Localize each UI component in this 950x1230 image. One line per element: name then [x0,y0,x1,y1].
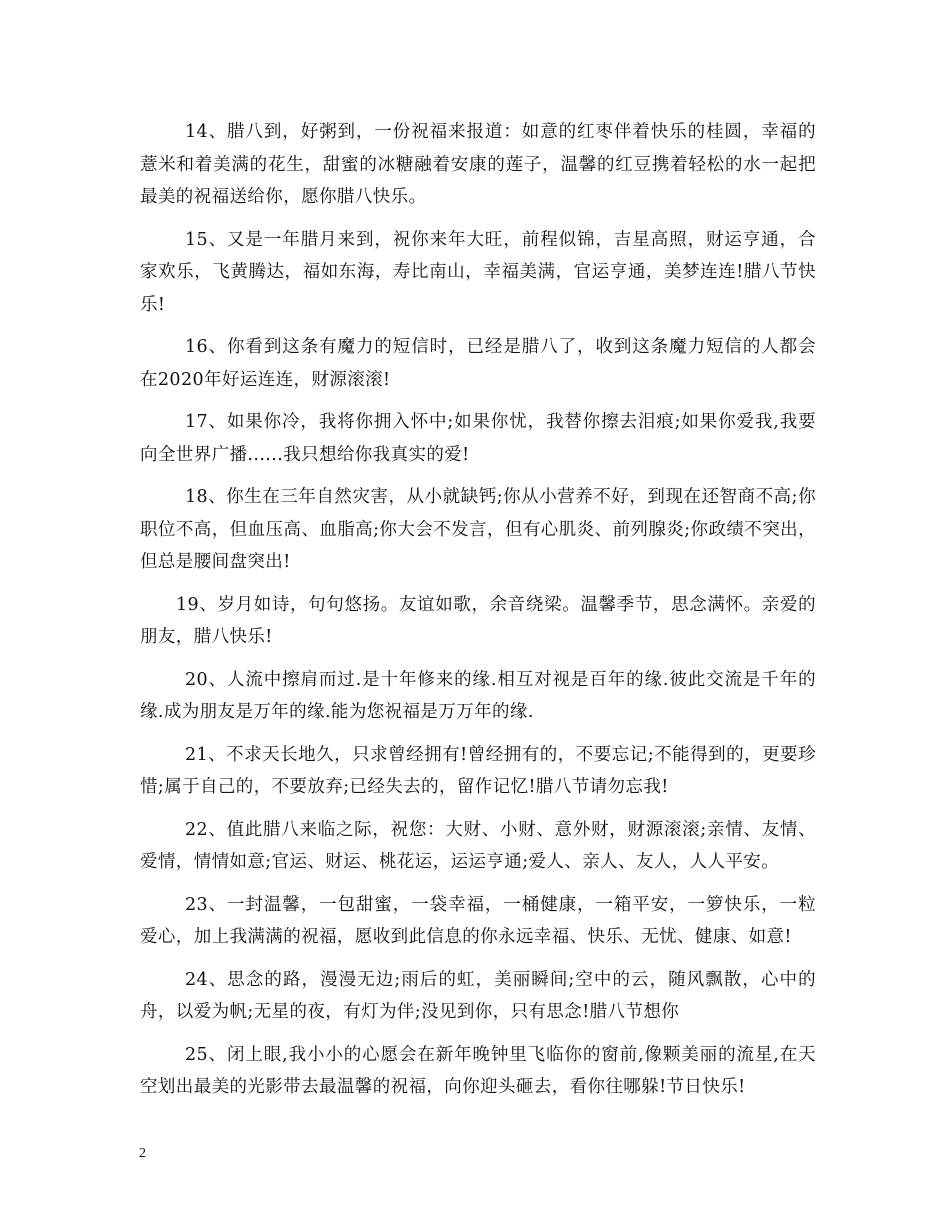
paragraph-24: 24、思念的路，漫漫无边;雨后的虹，美丽瞬间;空中的云，随风飘散，心中的舟，以爱为帆;无星的夜，有灯为伴;没见到你，只有思念!腊八节想你 [140,969,816,1022]
paragraph-14: 14、腊八到，好粥到，一份祝福来报道：如意的红枣伴着快乐的桂圆，幸福的薏米和着美满的花生，甜蜜的冰糖融着安康的莲子，温馨的红豆携着轻松的水一起把最美的祝福送给你，愿你腊八快乐。 [140,122,816,207]
paragraph-21: 21、不求天长地久，只求曾经拥有!曾经拥有的，不要忘记;不能得到的，更要珍惜;属于自己的，不要放弃;已经失去的，留作记忆!腊八节请勿忘我! [140,744,816,797]
document-body [140,116,816,1114]
page-number: 2 [139,1146,146,1161]
paragraph-20: 20、人流中擦肩而过.是十年修来的缘.相互对视是百年的缘.彼此交流是千年的缘.成为朋友是万年的缘.能为您祝福是万万年的缘. [140,669,816,722]
paragraph-25: 25、闭上眼,我小小的心愿会在新年晚钟里飞临你的窗前,像颗美丽的流星,在天空划出最美的光影带去最温馨的祝福，向你迎头砸去，看你往哪躲!节日快乐! [140,1044,816,1097]
paragraph-18: 18、你生在三年自然灾害，从小就缺钙;你从小营养不好，到现在还智商不高;你职位不高，但血压高、血脂高;你大会不发言，但有心肌炎、前列腺炎;你政绩不突出，但总是腰间盘突出! [140,487,816,572]
paragraph-16: 16、你看到这条有魔力的短信时，已经是腊八了，收到这条魔力短信的人都会在2020年好运连连，财源滚滚! [140,337,816,390]
paragraph-19: 19、岁月如诗，句句悠扬。友谊如歌，余音绕梁。温馨季节，思念满怀。亲爱的朋友，腊八快乐! [140,594,816,647]
paragraph-15: 15、又是一年腊月来到，祝你来年大旺，前程似锦，吉星高照，财运亨通，合家欢乐，飞黄腾达，福如东海，寿比南山，幸福美满，官运亨通，美梦连连!腊八节快乐! [140,229,816,315]
paragraph-22: 22、值此腊八来临之际，祝您：大财、小财、意外财，财源滚滚;亲情、友情、爱情，情情如意;官运、财运、桃花运，运运亨通;爱人、亲人、友人，人人平安。 [140,819,816,872]
paragraph-17: 17、如果你冷，我将你拥入怀中;如果你忧，我替你擦去泪痕;如果你爱我,我要向全世界广播......我只想给你我真实的爱! [140,412,816,465]
paragraph-23: 23、一封温馨，一包甜蜜，一袋幸福，一桶健康，一箱平安，一箩快乐，一粒爱心，加上我满满的祝福，愿收到此信息的你永远幸福、快乐、无忧、健康、如意! [140,894,816,947]
